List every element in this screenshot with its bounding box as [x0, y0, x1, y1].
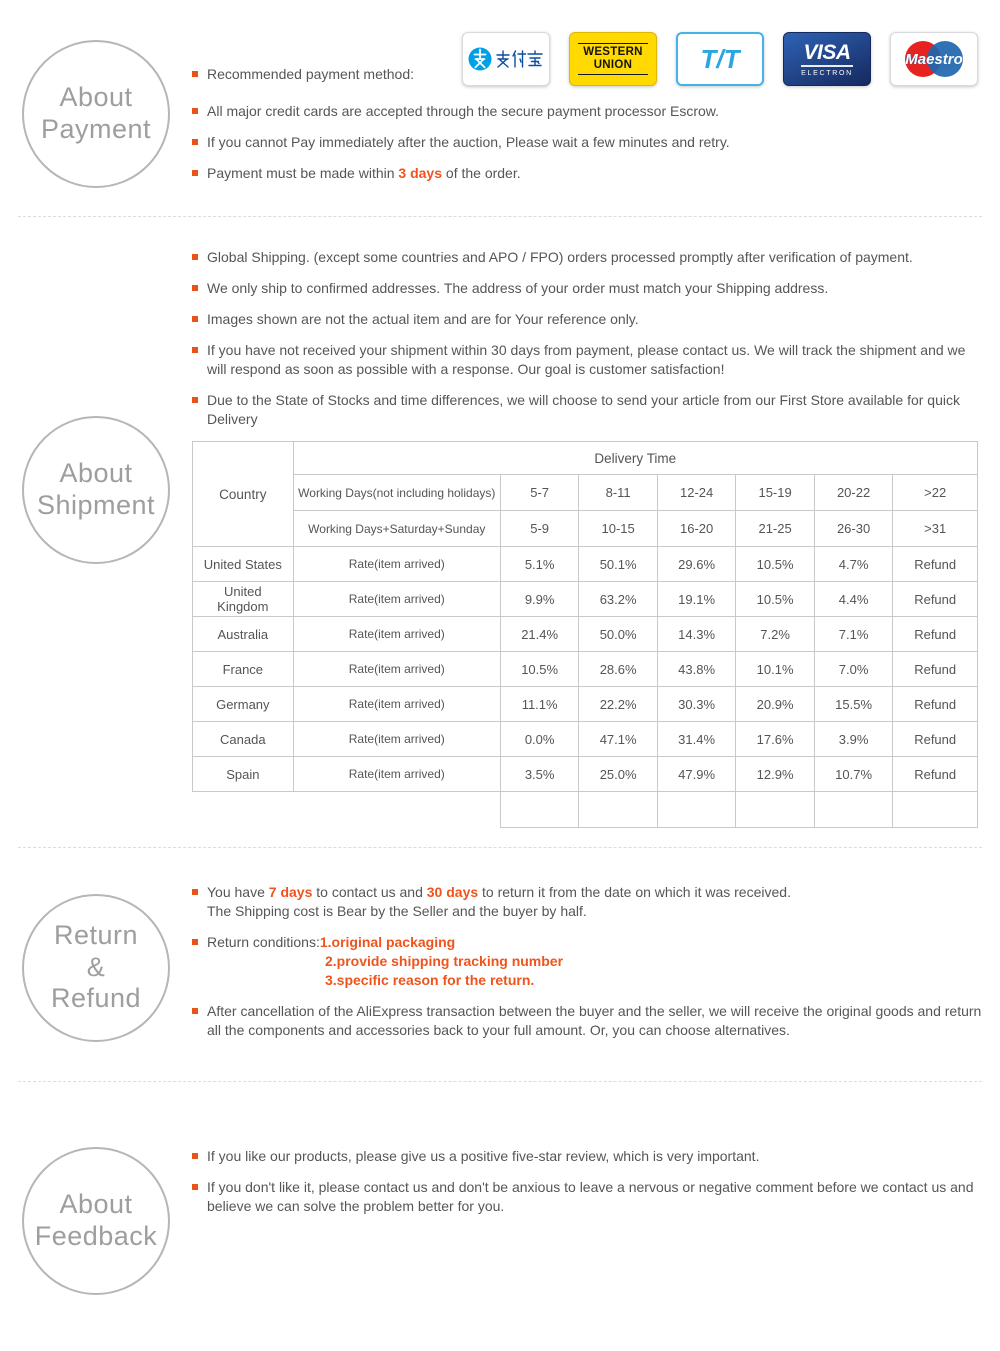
bullet-square-icon [192, 139, 198, 145]
table-row [193, 547, 978, 582]
feedback-circle-column [0, 1147, 192, 1295]
rate-value-cell: 47.1% [579, 722, 657, 757]
rate-value-cell: 47.9% [657, 757, 735, 792]
table-header-value-cell: 5-7 [500, 475, 578, 511]
visa-electron-sublabel: ELECTRON [801, 69, 853, 77]
rate-value-cell: 17.6% [736, 722, 814, 757]
return-content [192, 883, 1000, 1052]
rate-value-cell: 10.1% [736, 652, 814, 687]
payment-circle-column [0, 32, 192, 195]
badge-line: About [59, 1189, 133, 1220]
tt-card [676, 32, 764, 86]
section-return-refund [0, 857, 1000, 1072]
badge-line: Shipment [36, 490, 156, 520]
table-row [193, 757, 978, 792]
rate-value-cell: 12.9% [736, 757, 814, 792]
bullet-text: Payment must be made within 3 days of the order. [207, 165, 521, 181]
bullet-item [192, 933, 982, 990]
shipment-circle-column [0, 248, 192, 828]
bullet-text: After cancellation of the AliExpress transaction between the buyer and the seller, we will receive the original goods and return all the components and accessories back to your full amount. Or, you can choose alternatives. [207, 1003, 982, 1038]
country-cell: France [193, 652, 294, 687]
bullet-text: Return conditions:1.original packaging 2.provide shipping tracking number 3.specific reason for the return. [207, 934, 564, 988]
rate-value-cell: 20.9% [736, 687, 814, 722]
badge-line: Return [53, 919, 139, 950]
bullet-text: If you like our products, please give us a positive five-star review, which is very important. [207, 1148, 760, 1164]
bullet-item [192, 133, 982, 152]
bullet-item [192, 248, 982, 267]
table-header-value-cell: 5-9 [500, 511, 578, 547]
section-about-feedback [0, 1091, 1000, 1351]
rate-value-cell: 29.6% [657, 547, 735, 582]
rate-value-cell: 43.8% [657, 652, 735, 687]
rate-label-cell: Rate(item arrived) [293, 652, 500, 687]
western-union-icon [578, 43, 648, 75]
delivery-table-wrap [192, 441, 982, 828]
badge-line: Payment [40, 113, 152, 144]
table-delivery-time-header: Delivery Time [293, 442, 977, 475]
rate-value-cell: 25.0% [579, 757, 657, 792]
rate-label-cell: Rate(item arrived) [293, 617, 500, 652]
bullet-item [192, 1002, 982, 1040]
bullet-square-icon [192, 397, 198, 403]
rate-label-cell: Rate(item arrived) [293, 757, 500, 792]
rate-value-cell: 0.0% [500, 722, 578, 757]
rate-value-cell: 10.5% [500, 652, 578, 687]
section-about-shipment [0, 226, 1000, 838]
table-header-value-cell: 21-25 [736, 511, 814, 547]
delivery-time-table [192, 441, 978, 828]
rate-value-cell: 11.1% [500, 687, 578, 722]
bullet-item [192, 1178, 982, 1216]
table-header-value-cell: 26-30 [814, 511, 892, 547]
rate-value-cell: 4.7% [814, 547, 892, 582]
bullet-item [192, 164, 982, 183]
rate-value-cell: 3.9% [814, 722, 892, 757]
rate-value-cell: 3.5% [500, 757, 578, 792]
alipay-card [462, 32, 550, 86]
bullet-square-icon [192, 939, 198, 945]
table-row [193, 722, 978, 757]
feedback-content [192, 1147, 1000, 1295]
rate-value-cell: Refund [893, 547, 978, 582]
payment-icons-row [462, 32, 982, 86]
badge-line: About [59, 458, 133, 489]
rate-value-cell: 7.0% [814, 652, 892, 687]
visa-icon: VISA [801, 42, 852, 67]
table-row [193, 617, 978, 652]
bullet-square-icon [192, 1153, 198, 1159]
bullet-text: You have 7 days to contact us and 30 days to return it from the date on which it was received. The Shipping cost is Bear by the Seller and the buyer by half. [207, 884, 791, 919]
rate-value-cell: 21.4% [500, 617, 578, 652]
bullet-item [192, 310, 982, 329]
table-row [193, 687, 978, 722]
rate-value-cell: 30.3% [657, 687, 735, 722]
tt-icon: T/T [700, 43, 740, 74]
rate-value-cell: 50.0% [579, 617, 657, 652]
bullet-item [192, 341, 982, 379]
table-header-value-cell: 20-22 [814, 475, 892, 511]
bullet-item [192, 883, 982, 921]
rate-value-cell: 7.2% [736, 617, 814, 652]
about-feedback-badge [22, 1147, 170, 1295]
bullet-text: Global Shipping. (except some countries and APO / FPO) orders processed promptly after verification of payment. [207, 249, 913, 265]
payment-bullet-list [192, 102, 982, 183]
bullet-square-icon [192, 254, 198, 260]
bullet-text: Images shown are not the actual item and are for Your reference only. [207, 311, 639, 327]
shipment-bullet-list [192, 248, 982, 429]
empty-borderless-cell [193, 792, 294, 828]
maestro-label: Maestro [905, 51, 963, 68]
rate-value-cell: 10.7% [814, 757, 892, 792]
bullet-item [192, 1147, 982, 1166]
table-header-value-cell: 10-15 [579, 511, 657, 547]
maestro-card [890, 32, 978, 86]
about-shipment-badge [22, 416, 170, 564]
badge-line: Feedback [34, 1221, 158, 1251]
section-divider [18, 847, 982, 848]
bullet-text: Due to the State of Stocks and time differences, we will choose to send your article from our First Store available for quick Delivery [207, 392, 960, 427]
feedback-bullet-list [192, 1147, 982, 1216]
return-circle-column [0, 883, 192, 1052]
bullet-item [192, 102, 982, 121]
about-payment-badge [22, 40, 170, 188]
bullet-square-icon [192, 889, 198, 895]
rate-value-cell: Refund [893, 722, 978, 757]
rate-value-cell: 10.5% [736, 582, 814, 617]
western-union-label-bottom: UNION [593, 59, 633, 71]
table-header-value-cell: 15-19 [736, 475, 814, 511]
rate-label-cell: Rate(item arrived) [293, 687, 500, 722]
rate-value-cell: Refund [893, 617, 978, 652]
table-empty-row [193, 792, 978, 828]
empty-borderless-cell [293, 792, 500, 828]
rate-value-cell: Refund [893, 687, 978, 722]
return-refund-badge [22, 894, 170, 1042]
rate-value-cell: 10.5% [736, 547, 814, 582]
alipay-icon [467, 39, 545, 79]
table-country-header: Country [193, 442, 294, 547]
section-about-payment [0, 4, 1000, 207]
empty-cell [500, 792, 578, 828]
bullet-item [192, 279, 982, 298]
bullet-text: All major credit cards are accepted through the secure payment processor Escrow. [207, 103, 720, 119]
country-cell: Australia [193, 617, 294, 652]
section-divider [18, 216, 982, 217]
rate-value-cell: 63.2% [579, 582, 657, 617]
bullet-square-icon [192, 108, 198, 114]
badge-line: About [59, 81, 133, 112]
payment-lead-bullet [192, 65, 414, 86]
rate-value-cell: 50.1% [579, 547, 657, 582]
bullet-square-icon [192, 1008, 198, 1014]
rate-value-cell: 22.2% [579, 687, 657, 722]
shipment-content [192, 248, 1000, 828]
bullet-text: We only ship to confirmed addresses. The address of your order must match your Shipping address. [207, 280, 829, 296]
empty-cell [814, 792, 892, 828]
empty-cell [657, 792, 735, 828]
table-working-days-label: Working Days(not including holidays) [293, 475, 500, 511]
rate-value-cell: 7.1% [814, 617, 892, 652]
section-divider [18, 1081, 982, 1082]
empty-cell [579, 792, 657, 828]
country-cell: Germany [193, 687, 294, 722]
bullet-square-icon [192, 1184, 198, 1190]
western-union-card [569, 32, 657, 86]
rate-value-cell: 15.5% [814, 687, 892, 722]
bullet-text: If you don't like it, please contact us and don't be anxious to leave a nervous or negative comment before we contact us and believe we can solve the problem better for you. [207, 1179, 974, 1214]
rate-label-cell: Rate(item arrived) [293, 547, 500, 582]
rate-value-cell: 4.4% [814, 582, 892, 617]
table-header-value-cell: 12-24 [657, 475, 735, 511]
bullet-square-icon [192, 71, 198, 77]
country-cell: Spain [193, 757, 294, 792]
bullet-item [192, 65, 414, 84]
payment-content [192, 32, 1000, 195]
badge-line: Refund [50, 983, 142, 1014]
bullet-text: Recommended payment method: [207, 66, 414, 82]
table-working-days-weekend-label: Working Days+Saturday+Sunday [293, 511, 500, 547]
rate-value-cell: 31.4% [657, 722, 735, 757]
table-header-value-cell: >22 [893, 475, 978, 511]
table-header-value-cell: 8-11 [579, 475, 657, 511]
table-row [193, 652, 978, 687]
country-cell: United Kingdom [193, 582, 294, 617]
rate-value-cell: Refund [893, 652, 978, 687]
rate-value-cell: 19.1% [657, 582, 735, 617]
visa-electron-card [783, 32, 871, 86]
bullet-square-icon [192, 285, 198, 291]
rate-value-cell: 5.1% [500, 547, 578, 582]
bullet-text: If you have not received your shipment within 30 days from payment, please contact us. We will track the shipment and we will respond as soon as possible with a response. Our goal is customer satisfaction! [207, 342, 966, 377]
country-cell: Canada [193, 722, 294, 757]
bullet-square-icon [192, 347, 198, 353]
rate-value-cell: 9.9% [500, 582, 578, 617]
rate-label-cell: Rate(item arrived) [293, 722, 500, 757]
rate-value-cell: Refund [893, 582, 978, 617]
country-cell: United States [193, 547, 294, 582]
table-header-value-cell: >31 [893, 511, 978, 547]
table-row [193, 582, 978, 617]
maestro-icon [894, 36, 974, 82]
bullet-item [192, 391, 982, 429]
western-union-label-top: WESTERN [583, 45, 643, 58]
bullet-square-icon [192, 316, 198, 322]
rate-value-cell: 28.6% [579, 652, 657, 687]
empty-cell [736, 792, 814, 828]
bullet-square-icon [192, 170, 198, 176]
rate-value-cell: Refund [893, 757, 978, 792]
bullet-text: If you cannot Pay immediately after the auction, Please wait a few minutes and retry. [207, 134, 730, 150]
rate-label-cell: Rate(item arrived) [293, 582, 500, 617]
payment-top-row [192, 32, 982, 86]
table-header-value-cell: 16-20 [657, 511, 735, 547]
badge-line: & [86, 951, 106, 982]
empty-cell [893, 792, 978, 828]
return-bullet-list [192, 883, 982, 1040]
rate-value-cell: 14.3% [657, 617, 735, 652]
